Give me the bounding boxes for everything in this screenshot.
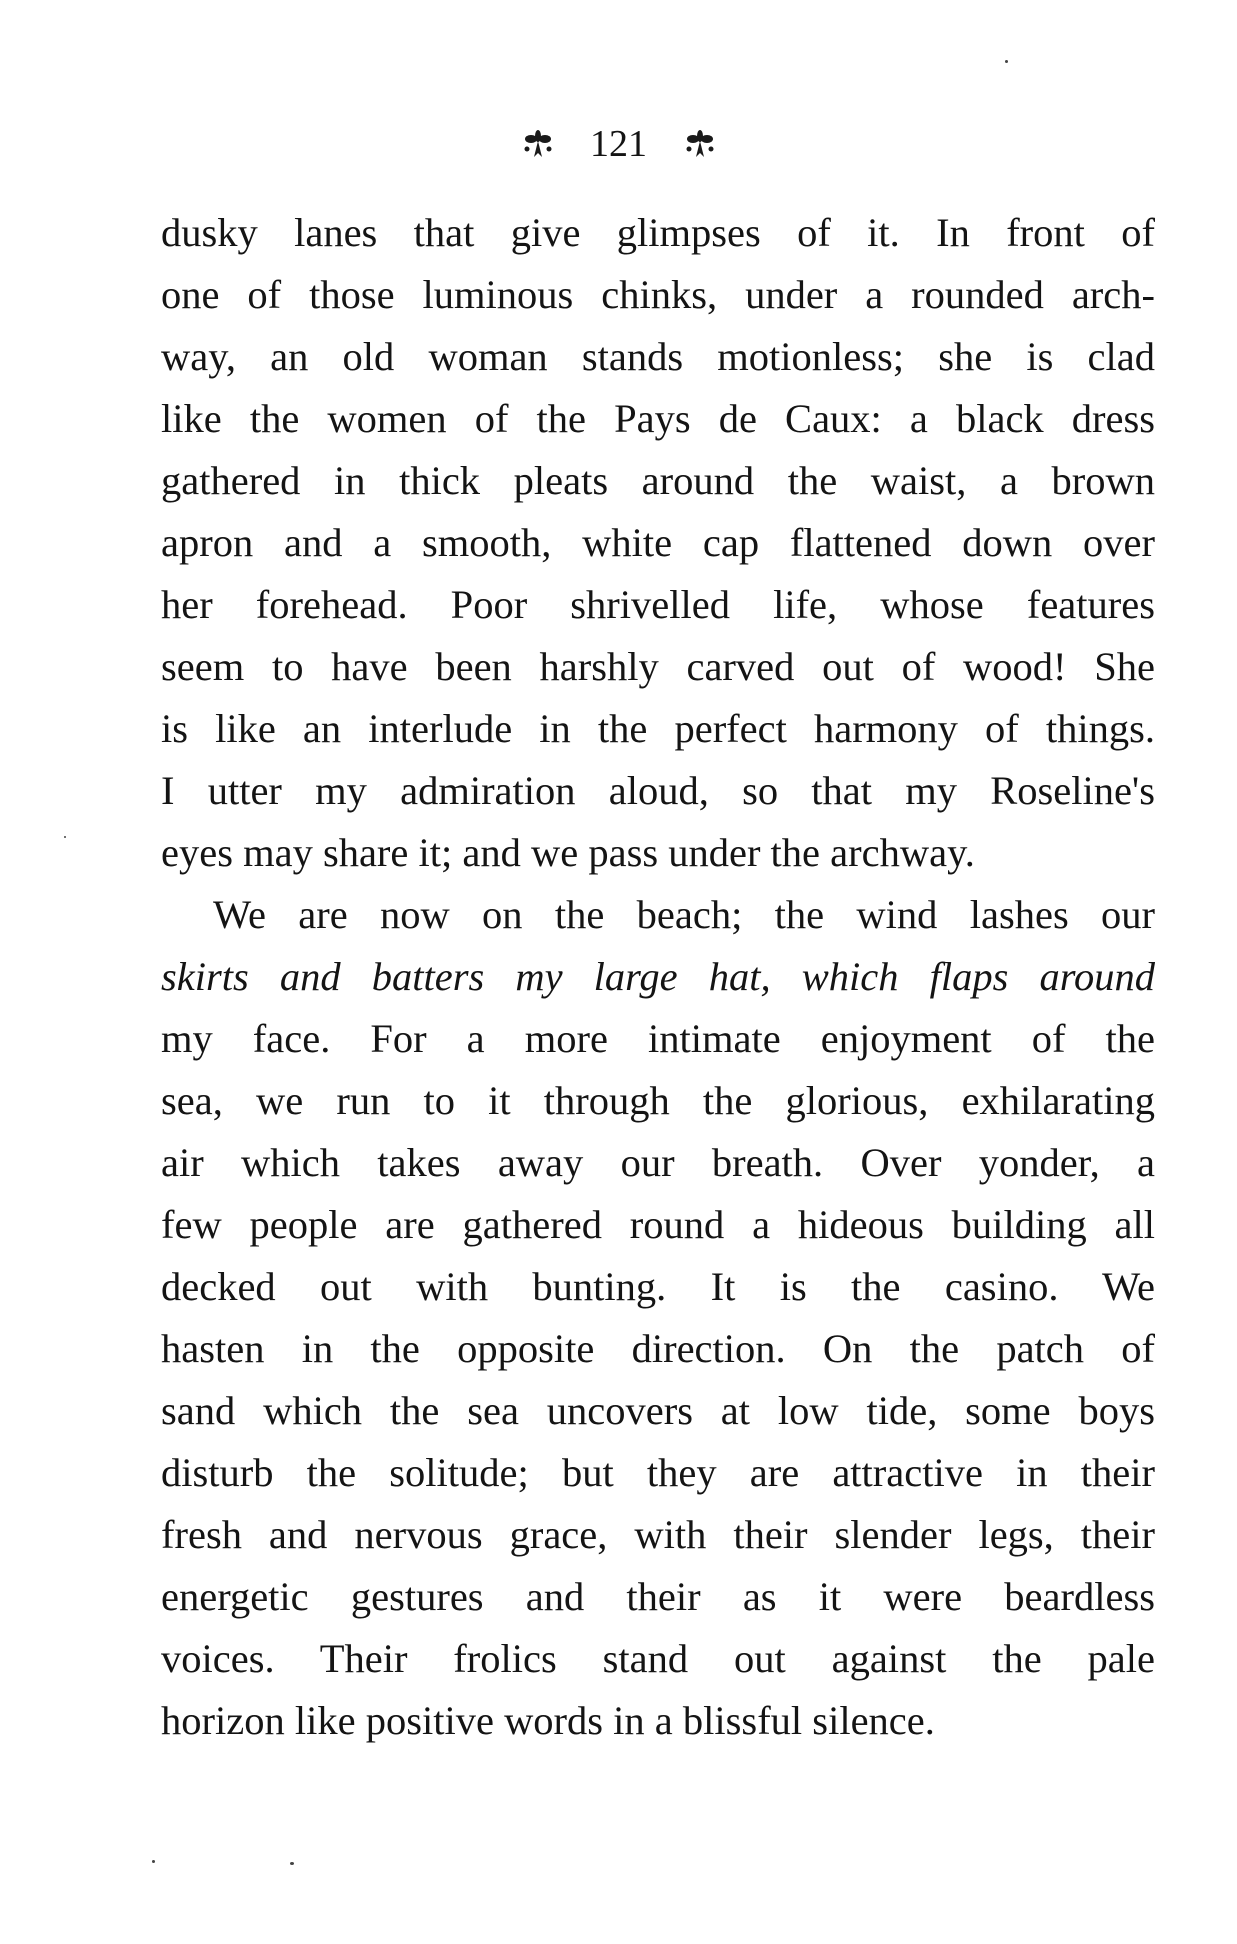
text-line: eyes may share it; and we pass under the archway. [161,830,975,875]
text-line: I utter my admiration aloud, so that my Roseline's [161,768,1155,813]
text-line: sea, we run to it through the glorious, exhilarating [161,1078,1155,1123]
text-line: hasten in the opposite direction. On the patch of [161,1326,1155,1371]
text-line: few people are gathered round a hideous building all [161,1202,1155,1247]
text-line: horizon like positive words in a blissful silence. [161,1698,935,1743]
text-line: way, an old woman stands motionless; she is clad [161,334,1155,379]
text-line: disturb the solitude; but they are attractive in their [161,1450,1155,1495]
text-line: gathered in thick pleats around the waist, a brown [161,458,1155,503]
paragraph-1 [161,202,1155,884]
text-line: voices. Their frolics stand out against the pale [161,1636,1155,1681]
text-line: energetic gestures and their as it were beardless [161,1574,1155,1619]
scan-speck [1005,60,1008,63]
text-line: air which takes away our breath. Over yonder, a [161,1140,1155,1185]
text-line: sand which the sea uncovers at low tide, some boys [161,1388,1155,1433]
text-line: her forehead. Poor shrivelled life, whose features [161,582,1155,627]
text-line: dusky lanes that give glimpses of it. In front of [161,210,1155,255]
body-text [161,202,1155,1752]
page-number: 121 [590,123,647,166]
text-line: one of those luminous chinks, under a rounded arch- [161,272,1155,317]
scan-speck [64,836,66,838]
text-line: is like an interlude in the perfect harmony of things. [161,706,1155,751]
text-line: fresh and nervous grace, with their slender legs, their [161,1512,1155,1557]
text-line: apron and a smooth, white cap flattened down over [161,520,1155,565]
text-line: We are now on the beach; the wind lashes our [213,892,1155,937]
text-line: decked out with bunting. It is the casino. We [161,1264,1155,1309]
fleuron-ornament-icon [521,127,555,161]
page-header [0,118,1237,167]
scan-speck [290,1862,294,1865]
text-line: skirts and batters my large hat, which flaps around [161,954,1155,999]
fleuron-ornament-icon [683,127,717,161]
text-line: like the women of the Pays de Caux: a black dress [161,396,1155,441]
text-line: my face. For a more intimate enjoyment of the [161,1016,1155,1061]
text-line: seem to have been harshly carved out of wood! She [161,644,1155,689]
paragraph-2 [161,884,1155,1752]
scan-speck [152,1860,155,1863]
